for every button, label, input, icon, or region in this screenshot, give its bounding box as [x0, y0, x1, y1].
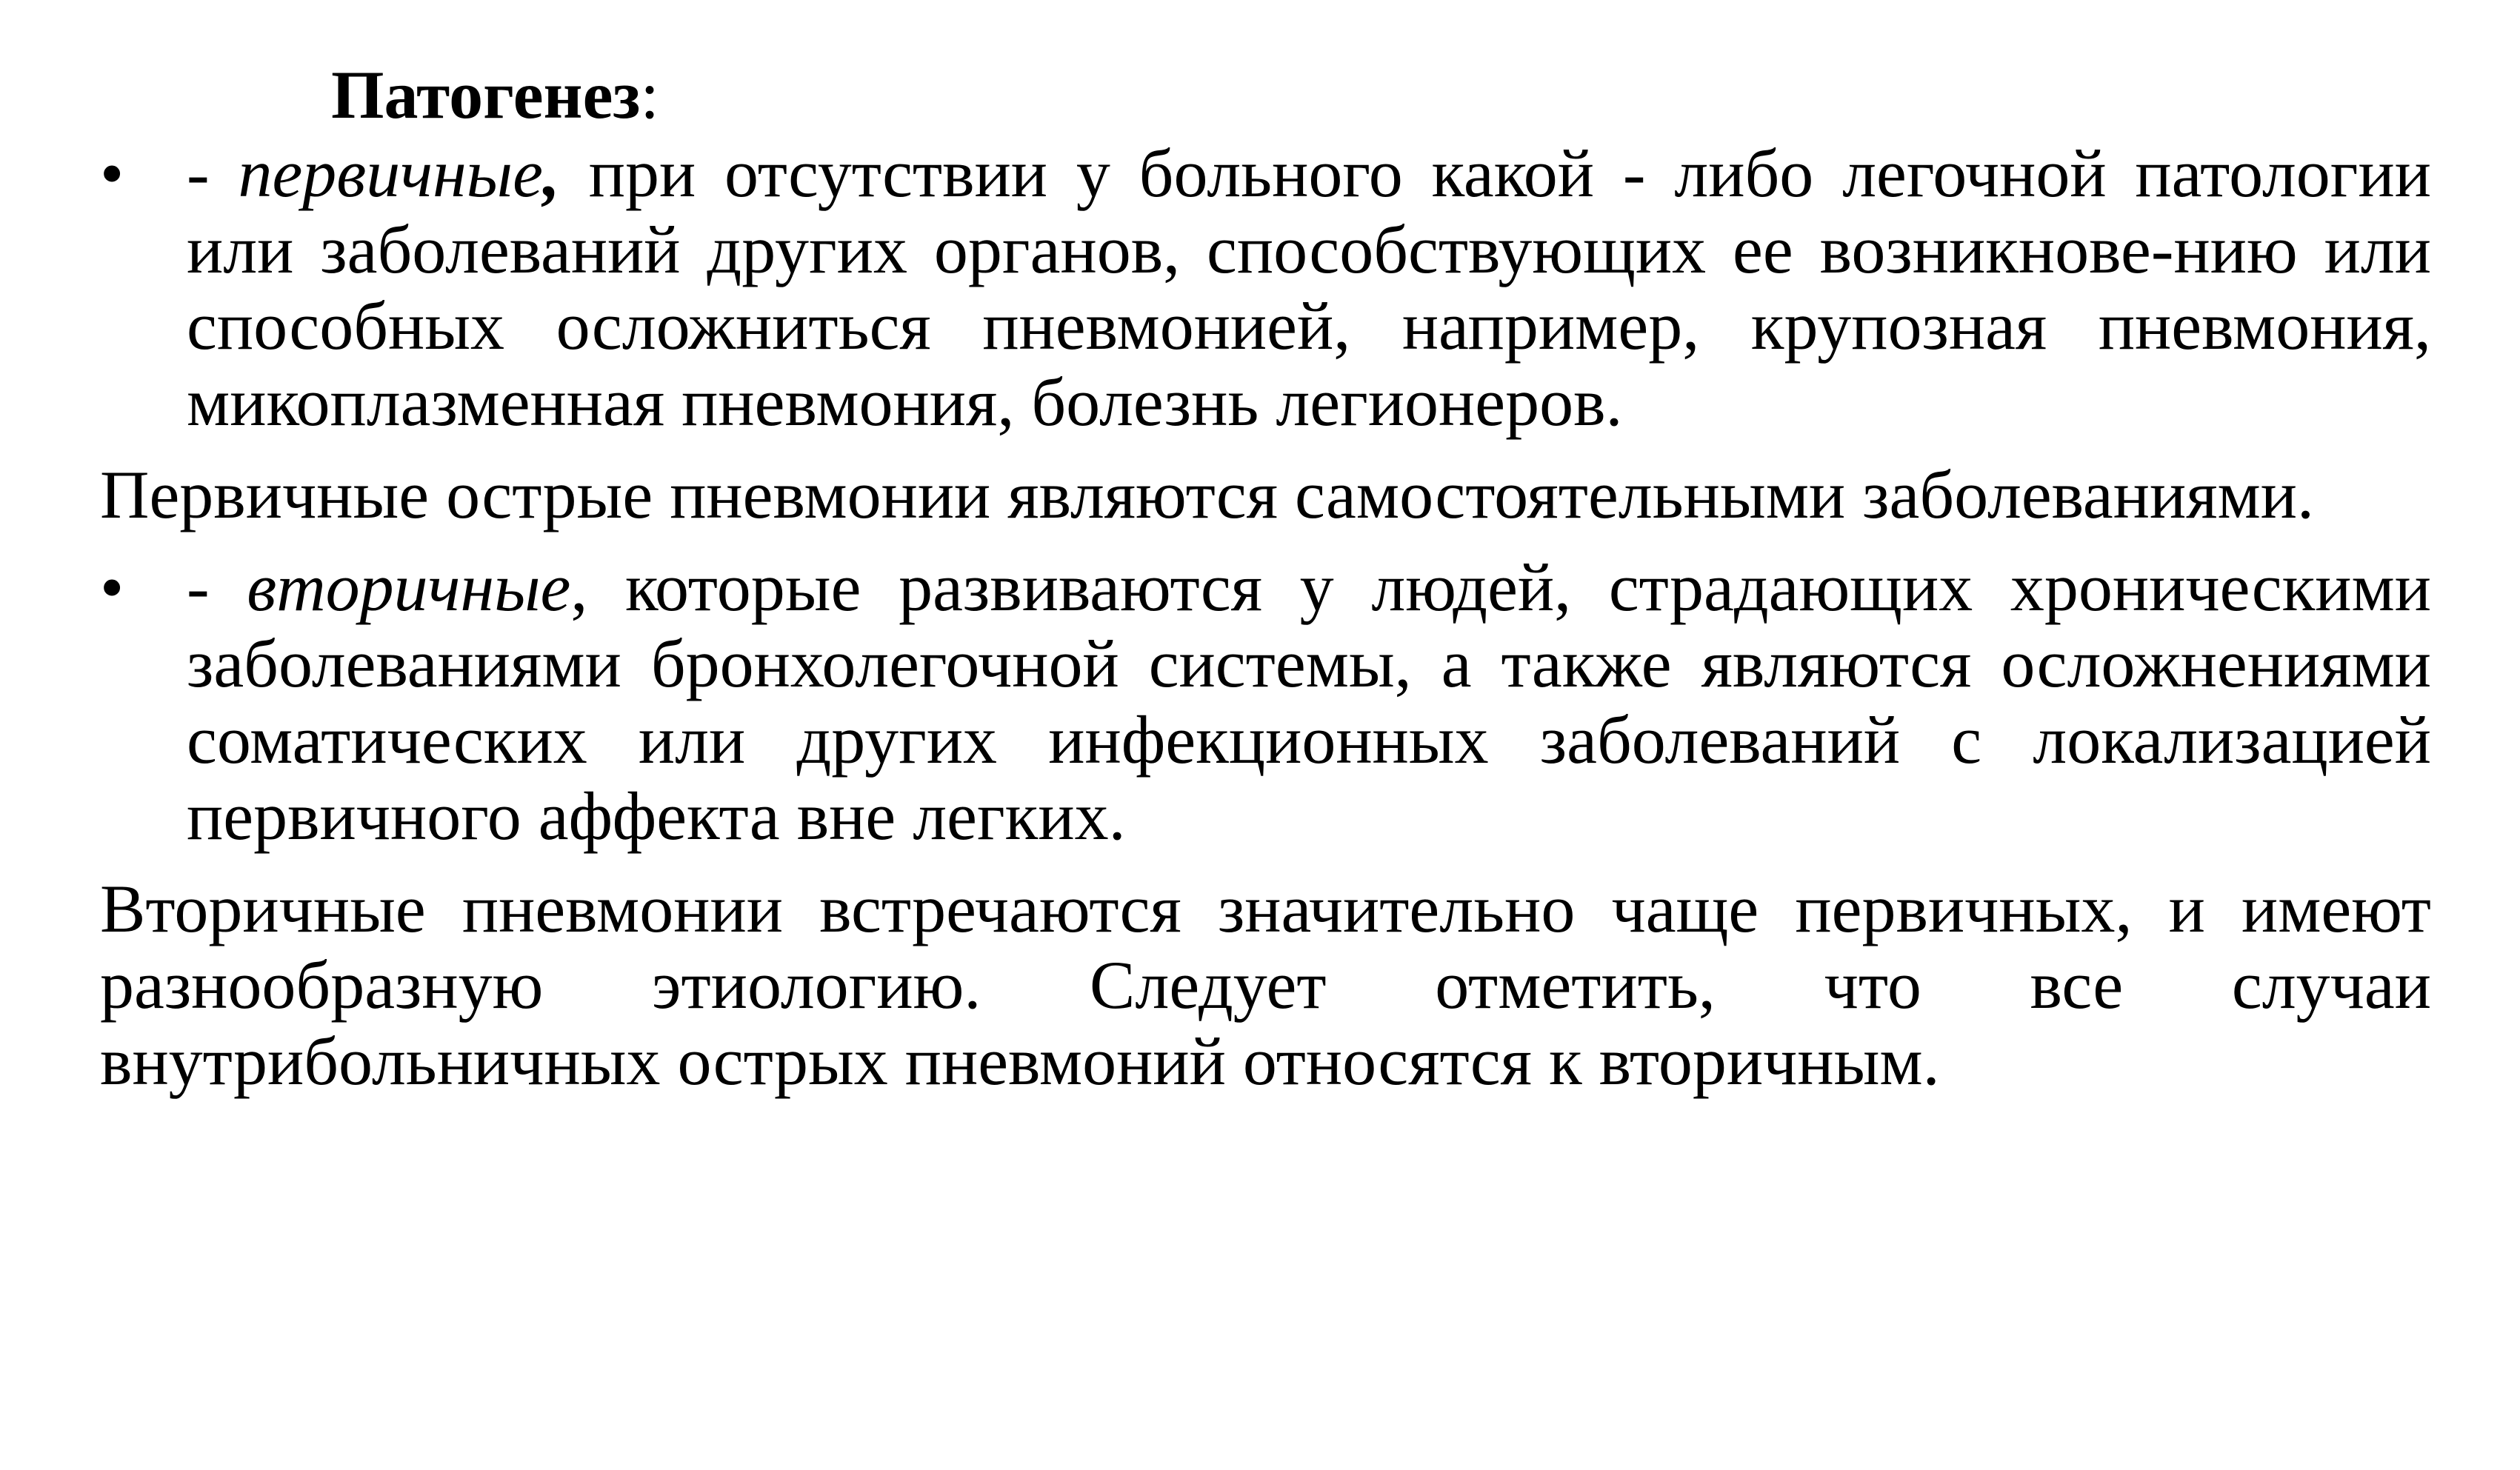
bullet-mark: • — [100, 136, 124, 212]
bullet-secondary-text: , которые развиваются у людей, страдающих хроническими заболеваниями бронхолегочной системы, а также являются осложнениями соматических или других инфекционных заболеваний с локализацией первичного аффекта вне легких. — [187, 549, 2431, 855]
bullet-primary-text: при отсутствии у больного какой - либо легочной патологии или заболеваний других органов, способствующих ее возникнове-нию или способных осложниться пневмонией, например, крупозная пневмония, микоплазменная пневмония, болезнь легионеров. — [187, 136, 2432, 441]
bullet-mark: • — [100, 549, 124, 626]
bullet-primary-term-comma: , — [542, 136, 560, 212]
paragraph-secondary-summary: Вторичные пневмонии встречаются значительно чаще первичных, и имеют разнообразную этиологию. Следует отметить, что все случаи внутрибольничных острых пневмоний относятся к вторичным. — [100, 871, 2431, 1100]
title-word: Патогенез — [331, 57, 641, 133]
title-colon: : — [640, 57, 659, 133]
bullet-primary-term: первичные — [238, 136, 543, 212]
slide-title — [331, 58, 2431, 133]
bullet-secondary — [100, 549, 2431, 855]
paragraph-primary-summary: Первичные острые пневмонии являются самостоятельными заболеваниями. — [100, 457, 2314, 533]
bullet-secondary-term: вторичные — [247, 549, 571, 626]
bullet-primary-dash: - — [187, 136, 239, 212]
bullet-primary — [100, 136, 2431, 441]
bullet-secondary-dash: - — [187, 549, 247, 626]
